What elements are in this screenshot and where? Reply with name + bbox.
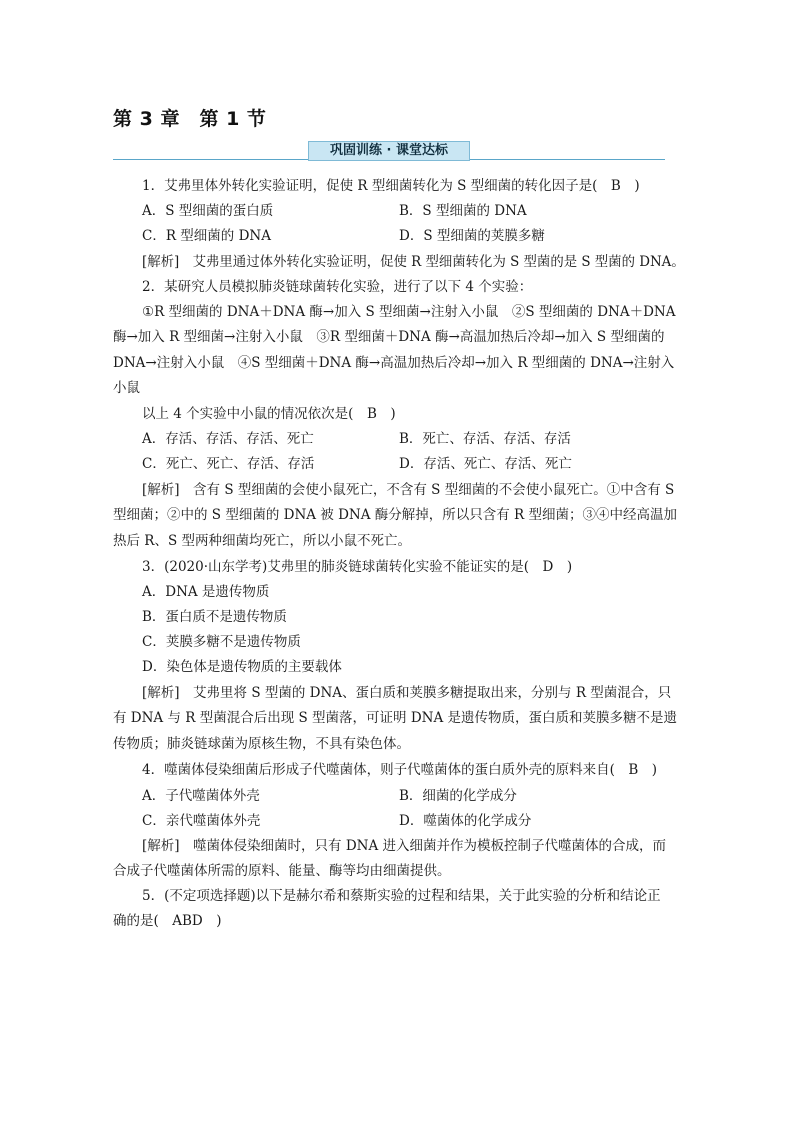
- q1-option-d: D．S 型细菌的荚膜多糖: [399, 228, 545, 244]
- q2-experiment-line: DNA→注射入小鼠 ④S 型细菌＋DNA 酶→高温加热后冷却→加入 R 型细菌的 DNA→注射入: [113, 355, 675, 371]
- q4-option-c: C．亲代噬菌体外壳: [142, 813, 261, 829]
- q5-stem-line: 5．(不定项选择题)以下是赫尔希和蔡斯实验的过程和结果，关于此实验的分析和结论正: [142, 888, 661, 904]
- section-banner: 巩固训练 · 课堂达标: [308, 141, 470, 161]
- q1-analysis: [解析] 艾弗里通过体外转化实验证明，促使 R 型细菌转化为 S 型菌的是 S 型菌的 DNA。: [142, 254, 685, 270]
- q2-analysis-line: 热后 R、S 型两种细菌均死亡，所以小鼠不死亡。: [113, 533, 411, 549]
- q4-stem: 4．噬菌体侵染细菌后形成子代噬菌体，则子代噬菌体的蛋白质外壳的原料来自( B ): [142, 762, 658, 778]
- q3-analysis-line: [解析] 艾弗里将 S 型菌的 DNA、蛋白质和荚膜多糖提取出来，分别与 R 型菌混合，只: [142, 685, 672, 701]
- q2-analysis-line: 型细菌；②中的 S 型细菌的 DNA 被 DNA 酶分解掉，所以只含有 R 型细菌；③④中经高温加: [113, 507, 678, 523]
- q3-option-b: B．蛋白质不是遗传物质: [142, 609, 287, 625]
- q2-option-d: D．存活、死亡、存活、死亡: [399, 456, 572, 472]
- q3-analysis-line: 有 DNA 与 R 型菌混合后出现 S 型菌落，可证明 DNA 是遗传物质，蛋白质和荚膜多糖不是遗: [113, 710, 678, 726]
- q1-option-c: C．R 型细菌的 DNA: [142, 228, 271, 244]
- q2-experiment-line: 酶→加入 R 型细菌→注射入小鼠 ③R 型细菌＋DNA 酶→高温加热后冷却→加入 S 型细菌的: [113, 329, 665, 345]
- q2-question: 以上 4 个实验中小鼠的情况依次是( B ): [142, 406, 396, 422]
- q2-option-b: B．死亡、存活、存活、存活: [399, 431, 571, 447]
- q1-option-b: B．S 型细菌的 DNA: [399, 203, 527, 219]
- q4-option-b: B．细菌的化学成分: [399, 788, 517, 804]
- q4-option-d: D．噬菌体的化学成分: [399, 813, 532, 829]
- q2-option-a: A．存活、存活、存活、死亡: [142, 431, 314, 447]
- chapter-title: 第 3 章 第 1 节: [113, 108, 267, 130]
- q1-option-a: A．S 型细菌的蛋白质: [142, 203, 274, 219]
- q4-option-a: A．子代噬菌体外壳: [142, 788, 260, 804]
- q2-option-c: C．死亡、死亡、存活、存活: [142, 456, 315, 472]
- q2-experiment-line: 小鼠: [113, 380, 140, 396]
- q4-analysis-line: [解析] 噬菌体侵染细菌时，只有 DNA 进入细菌并作为模板控制子代噬菌体的合成，而: [142, 838, 667, 854]
- q2-stem: 2．某研究人员模拟肺炎链球菌转化实验，进行了以下 4 个实验：: [142, 279, 533, 295]
- q3-option-c: C．荚膜多糖不是遗传物质: [142, 634, 301, 650]
- q5-stem-line: 确的是( ABD ): [113, 913, 222, 929]
- q4-analysis-line: 合成子代噬菌体所需的原料、能量、酶等均由细菌提供。: [113, 863, 451, 879]
- q1-stem: 1．艾弗里体外转化实验证明，促使 R 型细菌转化为 S 型细菌的转化因子是( B ): [142, 178, 640, 194]
- q3-analysis-line: 传物质；肺炎链球菌为原核生物，不具有染色体。: [113, 736, 410, 752]
- q3-stem: 3．(2020·山东学考)艾弗里的肺炎链球菌转化实验不能证实的是( D ): [142, 559, 573, 575]
- q2-experiment-line: ①R 型细菌的 DNA＋DNA 酶→加入 S 型细菌→注射入小鼠 ②S 型细菌的 DNA＋DNA: [142, 304, 676, 320]
- q3-option-a: A．DNA 是遗传物质: [142, 584, 270, 600]
- q3-option-d: D．染色体是遗传物质的主要载体: [142, 659, 342, 675]
- q2-analysis-line: [解析] 含有 S 型细菌的会使小鼠死亡，不含有 S 型细菌的不会使小鼠死亡。①中含有 S: [142, 482, 675, 498]
